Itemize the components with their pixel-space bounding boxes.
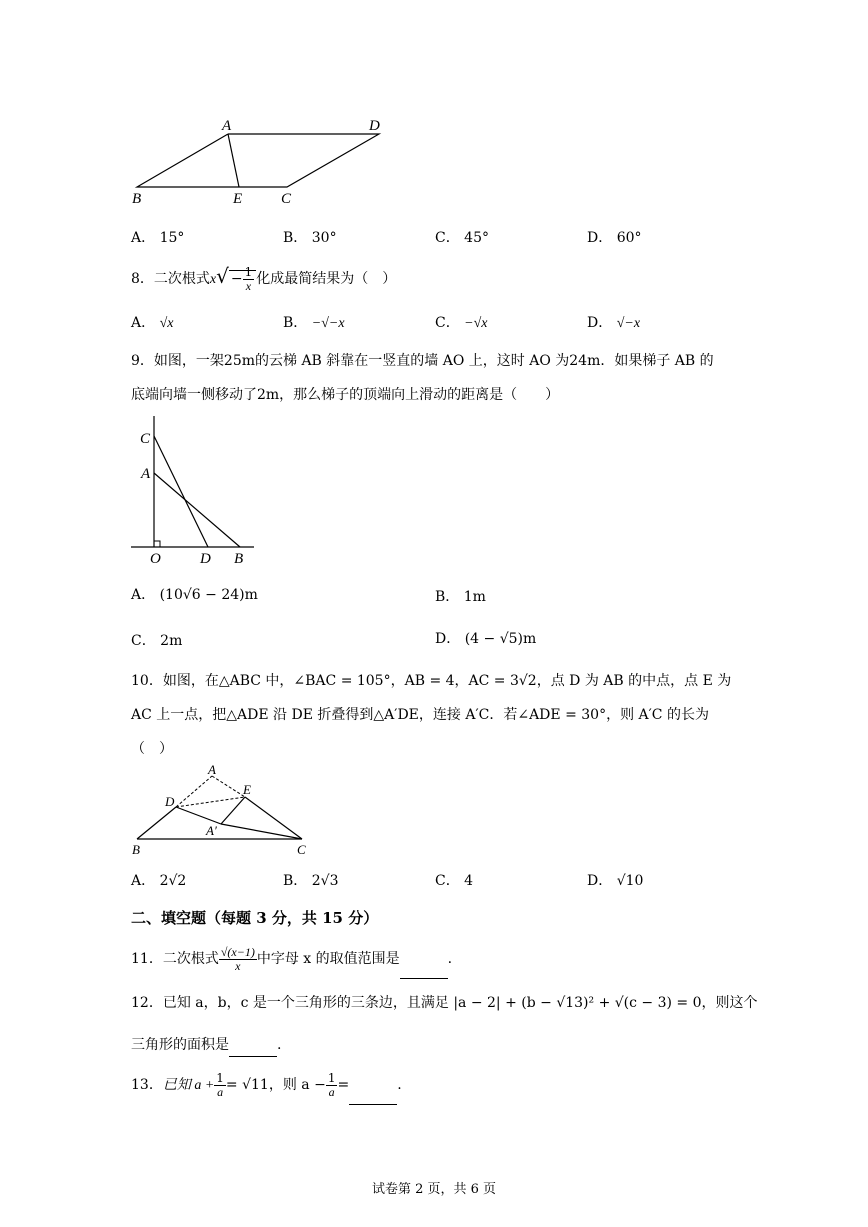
q10-segment-ec <box>245 797 302 839</box>
q7-label-c: C <box>281 191 292 207</box>
q9-label-a: A <box>141 466 151 482</box>
q10-segment-da2 <box>176 807 221 824</box>
q9-label-b: B <box>234 551 244 565</box>
q10-option-c[interactable]: C． 4 <box>435 873 474 889</box>
q10-segment-a2c <box>221 824 302 839</box>
q10-label-e: E <box>243 782 251 797</box>
q12-stem-line2: 三角形的面积是 . <box>131 1034 281 1057</box>
q8-option-d[interactable]: D． √−x <box>587 315 641 331</box>
q9-option-a[interactable]: A． (10√6 − 24)m <box>131 587 258 603</box>
q9-option-c[interactable]: C． 2m <box>131 633 183 649</box>
q7-label-a: A <box>222 118 232 134</box>
q7-option-a[interactable]: A． 15° <box>131 230 185 246</box>
q9-option-d[interactable]: D． (4 − √5)m <box>435 631 537 647</box>
q10-stem-line3: （ ） <box>131 741 173 757</box>
q10-side-bd <box>137 807 176 839</box>
q11-answer-blank[interactable] <box>400 940 448 979</box>
q10-label-b: B <box>132 842 140 857</box>
q9-label-d: D <box>200 551 211 565</box>
q13-stem: 13．已知 a + $\frac{1}{a}$ = √11，则 a − $\frac{1}{a}$ = . <box>131 1066 402 1105</box>
q9-ladder-cd <box>154 436 208 547</box>
q7-option-b[interactable]: B． 30° <box>283 230 337 246</box>
q9-label-c: C <box>140 431 151 447</box>
q9-right-angle-mark <box>154 541 160 547</box>
q10-label-a: A <box>208 762 216 777</box>
q10-dashed-ae <box>212 776 245 797</box>
q11-stem: 11．二次根式 $\frac{√(x-1)}{x}$ 中字母 x 的取值范围是 . <box>131 940 452 979</box>
q10-option-a[interactable]: A． 2√2 <box>131 873 187 889</box>
q7-option-c[interactable]: C． 45° <box>435 230 489 246</box>
q7-label-b: B <box>132 191 142 207</box>
q7-figure <box>125 112 395 212</box>
q10-figure <box>128 760 323 860</box>
q10-stem-line2: AC 上一点，把△ADE 沿 DE 折叠得到△A′DE，连接 A′C．若∠ADE = 30°，则 A′C 的长为 <box>131 707 709 723</box>
q9-option-b[interactable]: B． 1m <box>435 589 486 605</box>
q10-label-d: D <box>165 794 175 809</box>
q8-option-c[interactable]: C． −√x <box>435 315 488 331</box>
q9-figure <box>128 410 263 565</box>
q12-stem-line1: 12．已知 a，b，c 是一个三角形的三条边，且满足 |a − 2| + (b − √13)² + √(c − 3) = 0，则这个 <box>131 995 758 1011</box>
q10-option-b[interactable]: B． 2√3 <box>283 873 339 889</box>
q13-answer-blank[interactable] <box>349 1066 397 1105</box>
q7-parallelogram <box>137 134 379 187</box>
q8-option-b[interactable]: B． −√−x <box>283 315 345 331</box>
q10-segment-a2e <box>221 797 245 824</box>
q9-ladder-ab <box>154 473 240 547</box>
q7-label-e: E <box>233 191 243 207</box>
q10-stem-line1: 10．如图，在△ABC 中，∠BAC = 105°，AB = 4，AC = 3√2，点 D 为 AB 的中点，点 E 为 <box>131 673 732 689</box>
q9-stem-line2: 底端向墙一侧移动了2m，那么梯子的顶端向上滑动的距离是（ ） <box>131 387 560 403</box>
q10-option-d[interactable]: D． √10 <box>587 873 644 889</box>
q8-stem: 8．二次根式x√ − $\frac{1}{x}$ 化成最简结果为（ ） <box>131 264 397 293</box>
q7-segment-ae <box>228 134 239 187</box>
section-2-title: 二、填空题（每题 3 分，共 15 分） <box>131 909 379 927</box>
q9-stem-line1: 9．如图，一架25m的云梯 AB 斜靠在一竖直的墙 AO 上，这时 AO 为24m．如果梯子 AB 的 <box>131 353 714 369</box>
q9-label-o: O <box>150 551 161 565</box>
q10-segment-de <box>176 797 245 807</box>
q10-label-c: C <box>297 842 306 857</box>
q8-option-a[interactable]: A． √x <box>131 315 174 331</box>
page-footer: 试卷第 2 页，共 6 页 <box>371 1182 497 1197</box>
q7-label-d: D <box>369 118 380 134</box>
q10-label-a-prime: A′ <box>206 823 217 838</box>
q12-answer-blank[interactable] <box>229 1034 277 1057</box>
q7-option-d[interactable]: D． 60° <box>587 230 642 246</box>
